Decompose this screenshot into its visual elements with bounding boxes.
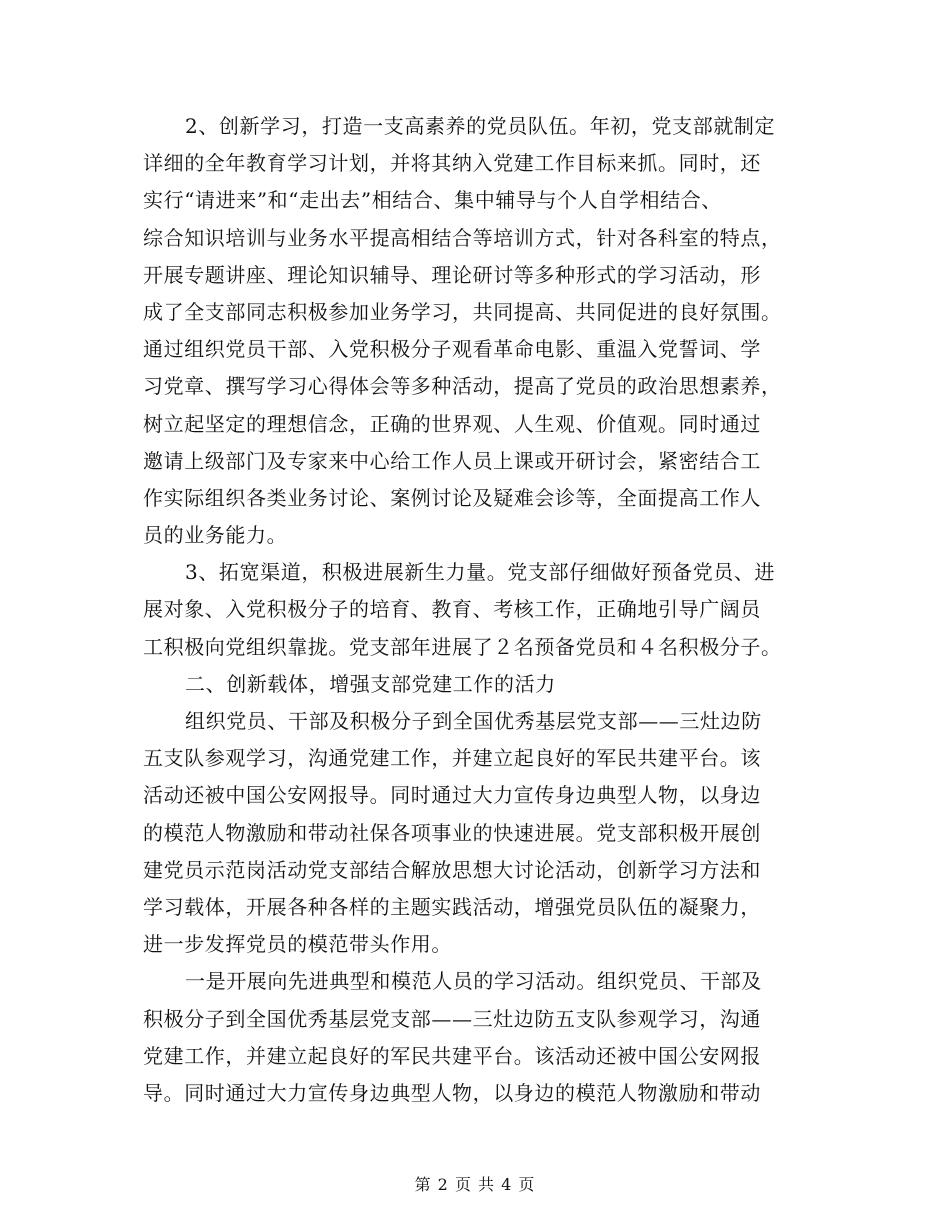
text-line: 学习载体，开展各种各样的主题实践活动，增强党员队伍的凝聚力， (143, 894, 761, 919)
page-number-footer: 第 2 页 共 4 页 (414, 1175, 536, 1194)
text-line: 工积极向党组织靠拢。党支部年进展了２名预备党员和４名积极分子。 (143, 634, 782, 659)
text-line: 活动还被中国公安网报导。同时通过大力宣传身边典型人物，以身边 (143, 783, 761, 808)
text-line: 作实际组织各类业务讨论、案例讨论及疑难会诊等，全面提高工作人 (143, 485, 761, 510)
text-line: 建党员示范岗活动党支部结合解放思想大讨论活动，创新学习方法和 (143, 857, 761, 882)
text-line: 组织党员、干部及积极分子到全国优秀基层党支部——三灶边防 (185, 709, 762, 733)
text-line: 综合知识培训与业务水平提高相结合等培训方式，针对各科室的特点， (143, 225, 782, 250)
text-line: 一是开展向先进典型和模范人员的学习活动。组织党员、干部及 (185, 969, 762, 994)
text-line: 邀请上级部门及专家来中心给工作人员上课或开研讨会，紧密结合工 (143, 448, 761, 473)
text-line: 树立起坚定的理想信念，正确的世界观、人生观、价值观。同时通过 (143, 411, 761, 436)
text-line: 详细的全年教育学习计划，并将其纳入党建工作目标来抓。同时，还 (143, 151, 761, 176)
text-line: 党建工作，并建立起良好的军民共建平台。该活动还被中国公安网报 (143, 1043, 761, 1068)
text-line: 实行“请进来”和“走出去”相结合、集中辅导与个人自学相结合、 (143, 188, 722, 213)
text-line: 的模范人物激励和带动社保各项事业的快速进展。党支部积极开展创 (143, 820, 761, 845)
section-heading: 二、创新载体，增强支部党建工作的活力 (185, 671, 556, 696)
text-line: 开展专题讲座、理论知识辅导、理论研讨等多种形式的学习活动，形 (143, 262, 761, 287)
text-line: 通过组织党员干部、入党积极分子观看革命电影、重温入党誓词、学 (143, 337, 761, 362)
text-line: 2、创新学习，打造一支高素养的党员队伍。年初，党支部就制定 (185, 114, 776, 138)
text-line: 积极分子到全国优秀基层党支部——三灶边防五支队参观学习，沟通 (143, 1006, 761, 1031)
text-line: 员的业务能力。 (143, 523, 288, 548)
text-line: 3、拓宽渠道，积极进展新生力量。党支部仔细做好预备党员、进 (185, 560, 776, 585)
text-line: 习党章、撰写学习心得体会等多种活动，提高了党员的政治思想素养， (143, 374, 782, 399)
text-line: 五支队参观学习，沟通党建工作，并建立起良好的军民共建平台。该 (143, 746, 761, 771)
text-line: 展对象、入党积极分子的培育、教育、考核工作，正确地引导广阔员 (143, 597, 761, 622)
text-line: 导。同时通过大力宣传身边典型人物，以身边的模范人物激励和带动 (143, 1080, 761, 1105)
text-line: 成了全支部同志积极参加业务学习，共同提高、共同促进的良好氛围。 (143, 299, 782, 324)
body-text (143, 108, 815, 1112)
text-line: 进一步发挥党员的模范带头作用。 (143, 932, 452, 957)
